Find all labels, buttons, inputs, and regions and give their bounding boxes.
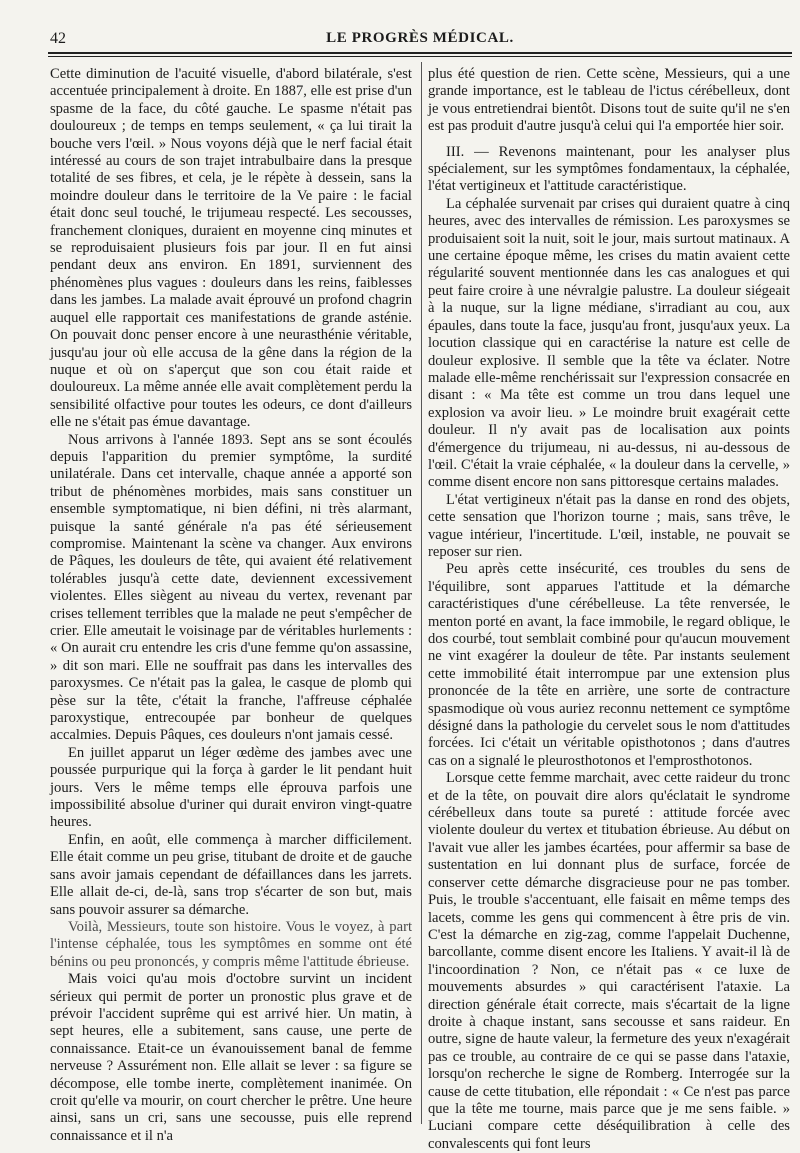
paragraph: En juillet apparut un léger œdème des jambes avec une poussée purpurique qui la força à garder le lit pendant huit jours. Vers le même temps elle éprouva parfois une impossibilité absolue d'uriner qui durait environ vingt-quatre heures. <box>50 744 412 831</box>
paragraph: La céphalée survenait par crises qui duraient quatre à cinq heures, avec des intervalles de rémission. Les paroxysmes se produisaient soit la nuit, soit le jour, mais surtout matinaux. A une certaine époque même, les crises du matin avaient cette régularité souvent mentionnée dans les cas analogues et qui peut faire croire à une névralgie palustre. La douleur siégeait à la nuque, sur la ligne médiane, s'irradiant au cou, aux épaules, dans toute la face, jusqu'au front, jusqu'aux yeux. La locution classique qui en caractérise la nature est celle de douleur explosive. Il semble que la tête va éclater. Notre malade elle-même renchérissait sur l'expression consacrée en disant : « Ma tête est comme un trou dans lequel une explosion va avoir lieu. » Le moindre bruit exagérait cette douleur. Il n'y avait pas de localisation aux points d'émergence du trijumeau, ni au-dessus, ni au-dessous de l'œil. C'était la vraie céphalée, « la douleur dans la cervelle, » comme disent encore non sans pittoresque certains malades. <box>428 195 790 491</box>
section-paragraph: III. — Revenons maintenant, pour les analyser plus spécialement, sur les symptômes fondamentaux, la céphalée, l'état vertigineux et l'attitude caractéristique. <box>428 143 790 195</box>
paragraph: Mais voici qu'au mois d'octobre survint un incident sérieux qui permit de porter un pronostic plus grave et de prévoir l'accident suprême qui est arrivé hier. Un matin, à sept heures, elle a subitement, sans cause, une perte de connaissance. Etait-ce un évanouissement banal de femme nerveuse ? Assurément non. Elle allait se lever : sa figure se décompose, elle tombe inerte, complètement inanimée. On croit qu'elle va mourir, on court chercher le prêtre. Une heure ainsi, sans un cri, sans une secousse, puis elle reprend connaissance et il n'a <box>50 971 412 1144</box>
header-rule-thin <box>48 56 792 57</box>
paragraph: Lorsque cette femme marchait, avec cette raideur du tronc et de la tête, on pouvait dire alors qu'éclatait le syndrome cérébelleux dans toute sa pureté : attitude forcée avec violente douleur du vertex et titubation ébrieuse. Au début on l'avait vue aller les jambes écartées, pour affermir sa base de sustentation en lui donnant plus de surface, forcée de conserver cette démarche disgracieuse pour ne pas tomber. Puis, le trouble s'accentuant, elle faisait en même temps des lacets, comme les gens qui commencent à être pris de vin. C'est la démarche en zig-zag, comme l'appelait Duchenne, barcollante, comme disent encore les Italiens. Y avait-il là de l'incoordination ? Non, ce n'était pas « ce luxe de mouvements absurdes » qui caractérisent l'ataxie. La direction générale était correcte, mais s'écartait de la ligne droite à chaque instant, sans secousse et sans raideur. En outre, signe de haute valeur, la fermeture des yeux n'exagérait pas ce trouble, au contraire de ce qui se passe dans l'ataxie, lorsqu'on recherche le signe de Romberg. Interrogée sur la cause de cette titubation, elle répondait : « Ce n'est pas parce que la tête me tourne, mais parce que je me sens faible. » Luciani compare cette déséquilibration à celle des convalescents qui font leurs <box>428 770 790 1152</box>
running-title: LE PROGRÈS MÉDICAL. <box>326 30 514 46</box>
paragraph: Voilà, Messieurs, toute son histoire. Vous le voyez, à part l'intense céphalée, tous les symptômes en somme ont été bénins ou peu prononcés, y compris même l'attitude ébrieuse. <box>50 918 412 970</box>
paragraph: L'état vertigineux n'était pas la danse en rond des objets, cette sensation que l'horizon tourne ; mais, sans trêve, le vague intérieur, l'incertitude. L'œil, instable, ne pouvait se reposer sur rien. <box>428 491 790 560</box>
left-column <box>50 66 412 1144</box>
right-column <box>428 66 790 1152</box>
paragraph: plus été question de rien. Cette scène, Messieurs, qui a une grande importance, est le tableau de l'ictus cérébelleux, dont je vous entretiendrai bientôt. Disons tout de suite qu'il ne s'en est pas produit d'autre jusqu'à celui qui l'a emportée hier soir. <box>428 66 790 135</box>
column-divider <box>421 62 422 1124</box>
page-header <box>50 30 790 52</box>
header-rule-thick <box>48 52 792 54</box>
paragraph: Peu après cette insécurité, ces troubles du sens de l'équilibre, sont apparues l'attitude et la démarche caractéristiques d'une cérébelleuse. La tête renversée, le menton porté en avant, la face immobile, le regard oblique, le dos courbé, tout semblait combiné pour qu'aucun mouvement ne vint exagérer la douleur de tête. Par instants seulement cette immobilité était interrompue par une extension plus prononcée de la tête en arrière, une sorte de contracture spasmodique où vous auriez reconnu nettement ce symptôme désigné dans la pathologie du cervelet sous le nom d'attitudes forcées. Ici c'était un véritable opisthotonos ; dans d'autres cas on a signalé le pleurosthotonos et l'emprosthotonos. <box>428 561 790 769</box>
page-number: 42 <box>50 30 66 47</box>
paragraph: Cette diminution de l'acuité visuelle, d'abord bilatérale, s'est accentuée principalement à droite. En 1887, elle est prise d'un spasme de la face, du côté gauche. Le spasme n'était pas douloureux ; de temps en temps seulement, « ça lui tirait la bouche vers l'œil. » Nous voyons déjà que le nerf facial était intéressé au cours de son trajet intrabulbaire dans la presque totalité de ses fibres, et cela, je le répète à dessein, sans la moindre douleur dans le territoire de la Ve paire : le facial était donc seul touché, le trijumeau respecté. Les secousses, franchement cloniques, duraient en moyenne cinq minutes et se reproduisaient plusieurs fois par jour. Il en fut ainsi pendant deux ans environ. En 1891, surviennent des phénomènes plus vagues : douleurs dans les reins, faiblesses dans les jambes. La malade avait éprouvé un profond chagrin auquel elle rapportait ces manifestations de grande asténie. On pouvait donc penser encore à une neurasthénie véritable, jusqu'au jour où elle accusa de la gêne dans la région de la nuque et où on s'aperçut que son cou était raide et douloureux. La même année elle avait complètement perdu la sensibilité olfactive pour toutes les odeurs, ce dont d'ailleurs elle ne s'était pas émue davantage. <box>50 66 412 431</box>
paragraph: Enfin, en août, elle commença à marcher difficilement. Elle était comme un peu grise, titubant de droite et de gauche sans avoir jamais cependant de défaillances dans les jarrets. Elle allait de-ci, de-là, sans trop s'écarter de son but, mais sans pouvoir assurer sa démarche. <box>50 831 412 918</box>
paragraph: Nous arrivons à l'année 1893. Sept ans se sont écoulés depuis l'apparition du premier symptôme, la surdité unilatérale. Dans cet intervalle, chaque année a apporté son tribut de phénomènes morbides, mais sans constituer un ensemble symptomatique, ni bien défini, ni très alarmant, puisque la santé générale n'a pas été sérieusement compromise. Maintenant la scène va changer. Aux environs de Pâques, les douleurs de tête, qui avaient été relativement tolérables jusqu'à cette date, deviennent excessivement violentes. Elles siègent au niveau du vertex, revenant par crises tellement terribles que la malade ne peut s'empêcher de crier. Elle ameutait le voisinage par de véritables hurlements : « On aurait cru entendre les cris d'une femme qu'on assassine, » dit son mari. Elle ne souffrait pas dans les intervalles des paroxysmes. Ce n'était pas la galea, le casque de plomb qui pèse sur la tête, c'était la franche, l'affreuse céphalée paroxystique, entrecoupée par bonheur de quelques accalmies. Depuis Pâques, ces douleurs n'ont jamais cessé. <box>50 431 412 744</box>
